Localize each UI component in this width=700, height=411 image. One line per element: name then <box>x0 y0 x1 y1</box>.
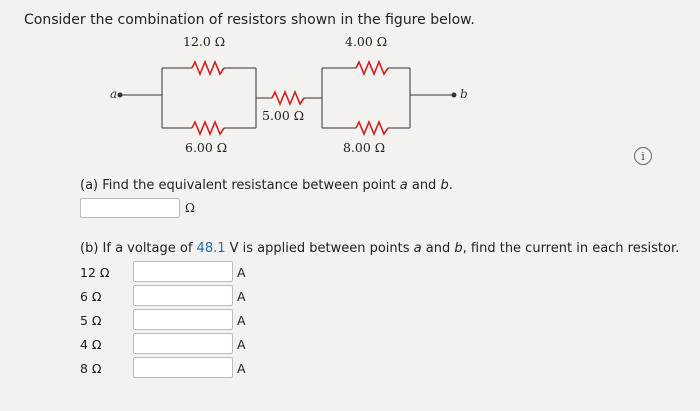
row-label-12: 12 Ω <box>80 265 110 280</box>
resistor-6 <box>192 122 224 134</box>
point-b-label: b <box>460 87 468 101</box>
info-icon[interactable]: i <box>634 147 652 165</box>
point-a-label: a <box>110 87 118 101</box>
part-b-point-b: b <box>454 241 463 256</box>
unit-amp-8: A <box>237 361 246 376</box>
current-input-4[interactable] <box>133 333 233 354</box>
voltage-value: 48.1 <box>196 241 226 256</box>
row-label-4: 4 Ω <box>80 337 102 352</box>
unit-amp-6: A <box>237 289 246 304</box>
resistor-5-label: 5.00 Ω <box>262 108 305 123</box>
part-a-point-a: a <box>399 178 408 193</box>
unit-amp-5: A <box>237 313 246 328</box>
unit-amp-4: A <box>237 337 246 352</box>
resistor-8 <box>356 122 388 134</box>
current-input-8[interactable] <box>133 357 233 378</box>
part-b-suffix: , find the current in each resistor. <box>462 241 680 256</box>
part-b-mid2: and <box>421 241 455 256</box>
equivalent-resistance-unit: Ω <box>185 201 195 215</box>
resistor-5 <box>272 92 304 104</box>
terminal-a <box>118 93 123 98</box>
part-a-prompt <box>80 178 453 193</box>
unit-amp-12: A <box>237 265 246 280</box>
equivalent-resistance-input[interactable] <box>80 198 180 218</box>
part-b-prompt <box>80 241 679 256</box>
current-input-12[interactable] <box>133 261 233 282</box>
part-a-suffix: . <box>448 178 453 193</box>
part-a-middle: and <box>407 178 441 193</box>
current-input-5[interactable] <box>133 309 233 330</box>
part-a-point-b: b <box>440 178 449 193</box>
row-label-6: 6 Ω <box>80 289 102 304</box>
resistor-12-label: 12.0 Ω <box>183 34 226 49</box>
row-label-8: 8 Ω <box>80 361 102 376</box>
terminal-b <box>452 93 457 98</box>
circuit-diagram <box>100 28 500 168</box>
row-label-5: 5 Ω <box>80 313 102 328</box>
resistor-4-label: 4.00 Ω <box>345 34 388 49</box>
current-input-6[interactable] <box>133 285 233 306</box>
part-b-mid1: V is applied between points <box>225 241 414 256</box>
resistor-8-label: 8.00 Ω <box>343 140 386 155</box>
resistor-4 <box>356 62 388 74</box>
question-text: Consider the combination of resistors shown in the figure below. <box>24 12 475 28</box>
resistor-6-label: 6.00 Ω <box>185 140 228 155</box>
resistor-12 <box>192 62 224 74</box>
part-b-prefix: (b) If a voltage of <box>80 241 197 256</box>
part-b-point-a: a <box>413 241 422 256</box>
part-a-prefix: (a) Find the equivalent resistance between point <box>80 178 400 193</box>
